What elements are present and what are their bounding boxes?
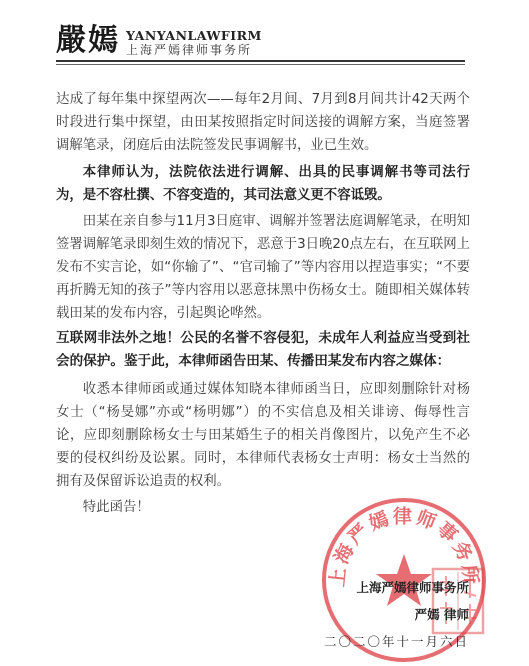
firm-logo: 嚴嫣 <box>56 23 120 58</box>
stamp-text: 上海严嫣律师事务所 <box>326 505 482 588</box>
signature-date: 二〇二〇年十一月六日 <box>323 634 469 649</box>
paragraph-demands: 收悉本律师函或通过媒体知晓本律师函当日，应即刻删除针对杨女士（“杨旻娜”亦或“杨明娜”）的不实信息及相关诽谤、侮辱性言论，应即刻删除杨女士与田某婚生子的相关肖像图片，以免产生不必要的侵权纠纷及讼累。同时，本律师代表杨女士声明：杨女士当然的拥有及保留诉讼追责的权利。 <box>56 382 470 489</box>
paragraph-facts: 田某在亲自参与11月3日庭审、调解并签署法庭调解笔录，在明知签署调解笔录即刻生效的情况下，恶意于3日晚20点左右，在互联网上发布不实言论，如“你输了”、“官司输了”等内容用以捏造事实；“不要再折腾无知的孩子”等内容用以恶意抹黑中伤杨女士。随即相关媒体转载田某的发布内容，引起舆论哗然。 <box>56 214 470 321</box>
letterhead-rule-thick <box>56 60 465 62</box>
personal-seal <box>430 566 486 636</box>
paragraph-closing: 特此函告！ <box>82 500 150 515</box>
firm-name-english: YANYANLAWFIRM <box>126 28 262 43</box>
signature-firm: 上海严嫣律师事务所 <box>356 580 469 595</box>
letterhead <box>56 16 262 58</box>
firm-name-chinese: 上海严嫣律师事务所 <box>126 43 253 57</box>
paragraph-mediation-terms: 达成了每年集中探望两次——每年2月间、7月到8月间共计42天两个时段进行集中探望，由田某按照指定时间送接的调解方案，当庭签署调解笔录，闭庭后由法院签发民事调解书，业已生效。 <box>56 92 470 153</box>
signature-lawyer: 严嫣 律师 <box>414 607 469 622</box>
paragraph-lawyer-opinion: 本律师认为，法院依法进行调解、出具的民事调解书等司法行为，是不容杜撰、不容变造的，其司法意义更不容诋毁。 <box>56 165 470 203</box>
letterhead-rule-thin <box>56 64 465 65</box>
paragraph-notice-heading: 互联网非法外之地！公民的名誉不容侵犯，未成年人利益应当受到社会的保护。鉴于此，本律师函告田某、传播田某发布内容之媒体： <box>56 330 470 369</box>
firm-name-block <box>126 28 262 58</box>
